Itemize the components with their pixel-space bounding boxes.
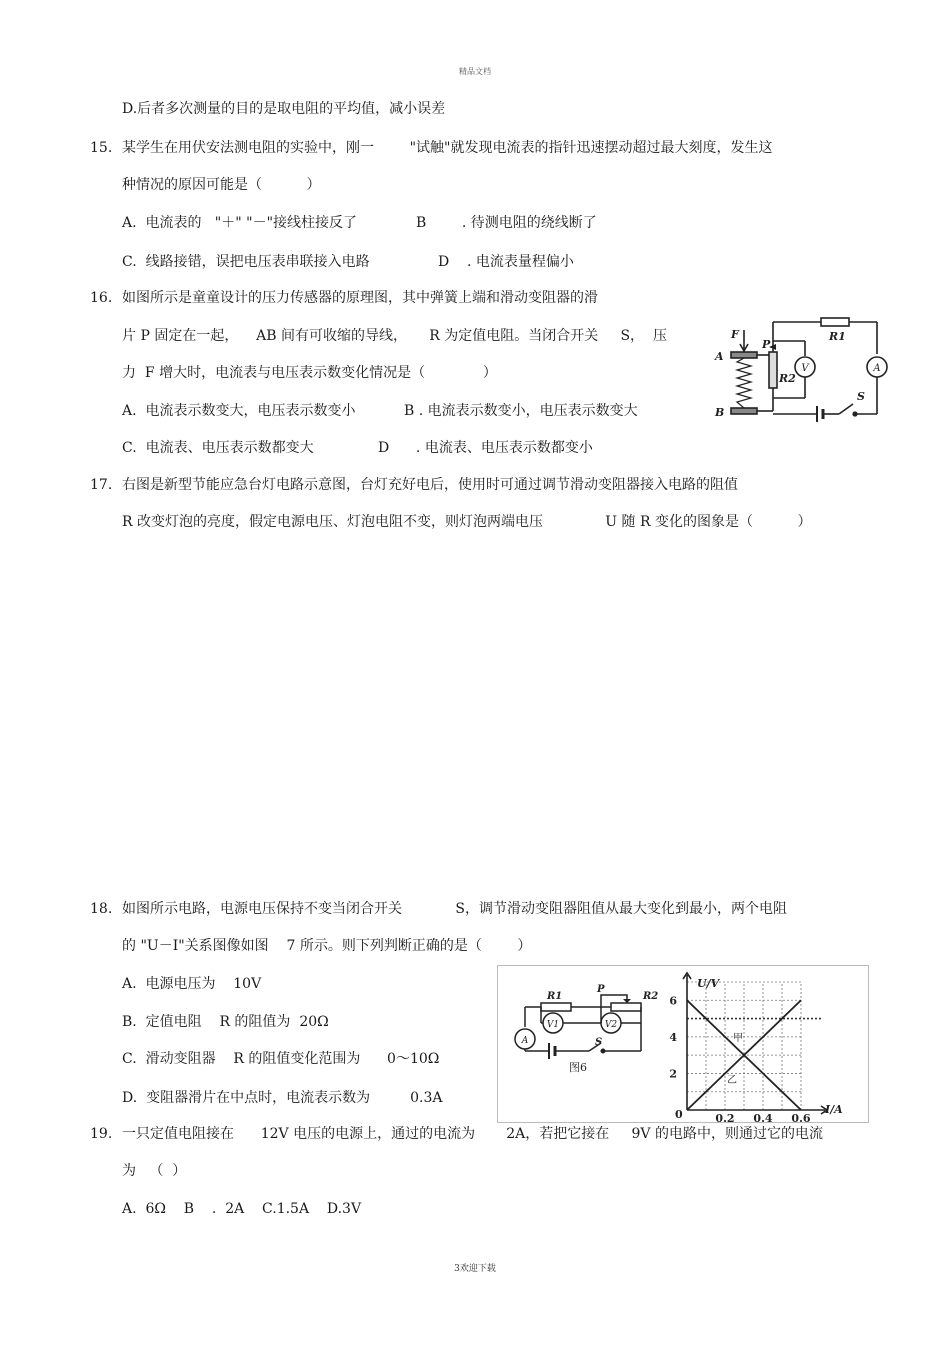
q16-fig-label-r1: R1 [829,330,846,343]
q15-number: 15. [90,140,113,156]
q17-stem-line1: 右图是新型节能应急台灯电路示意图，台灯充好电后，使用时可通过调节滑动变阻器接入电路的阻值 [122,477,738,493]
graph-x-label: I/A [825,1103,843,1116]
graph-origin-label: 0 [675,1108,683,1121]
q16-option-c: C. 电流表、电压表示数都变大 [122,440,314,456]
q16-stem-line3: 力 F 增大时，电流表与电压表示数变化情况是（ ） [122,365,497,381]
q15-stem-line2: 种情况的原因可能是（ ） [122,177,321,193]
q17-stem-line2: R 改变灯泡的亮度，假定电源电压、灯泡电阻不变，则灯泡两端电压 U 随 R 变化的图象是（ ） [122,514,812,530]
q19-options: A. 6Ω B . 2A C.1.5A D.3V [122,1201,362,1217]
q18-circuit-v2: V2 [604,1020,618,1030]
q18-circuit-ammeter: A [521,1036,529,1046]
q18-number: 18. [90,901,113,917]
q18-figure [497,965,869,1123]
q16-fig-label-p: P [762,338,771,351]
q16-stem-line2: 片 P 固定在一起， AB 间有可收缩的导线， R 为定值电阻。当闭合开关 S， 压 [122,328,667,344]
q15-option-c: C. 线路接错，误把电压表串联接入电路 [122,254,370,270]
q18-stem-line2: 的 "U－I"关系图像如图 7 所示。则下列判断正确的是（ ） [122,938,532,954]
q18-circuit-label-p: P [597,984,605,995]
q15-stem-line1: 某学生在用伏安法测电阻的实验中，刚一 "试触"就发现电流表的指针迅速摆动超过最大刻度，发生这 [122,140,773,156]
graph-y-tick-label: 4 [669,1030,677,1044]
q18-option-c: C. 滑动变阻器 R 的阻值变化范围为 0～10Ω [122,1051,440,1067]
q16-fig-label-f: F [731,328,739,341]
page-header: 精品文档 [459,67,491,76]
q15-option-b: B . 待测电阻的绕线断了 [416,215,597,231]
q18-option-b: B. 定值电阻 R 的阻值为 20Ω [122,1014,329,1030]
pressure-sensor-circuit-figure [713,316,889,428]
graph-x-tick-label: 0.2 [715,1112,735,1123]
graph-y-tick-label: 2 [669,1067,677,1081]
q17-number: 17. [90,477,113,493]
q18-option-d: D. 变阻器滑片在中点时，电流表示数为 0.3A [122,1090,443,1106]
q16-fig-label-b: B [715,406,725,419]
q18-circuit-label-r1: R1 [547,991,563,1002]
q16-fig-label-r2: R2 [779,372,796,385]
q16-option-d: D . 电流表、电压表示数都变小 [378,440,593,456]
q16-fig-label-s: S [857,390,865,403]
graph-y-label: U/V [697,977,720,990]
q18-circuit-v1: V1 [546,1020,560,1030]
q18-circuit-label-r2: R2 [643,991,659,1002]
q19-number: 19. [90,1126,113,1142]
q14-option-d: D.后者多次测量的目的是取电阻的平均值，减小误差 [122,101,446,117]
q16-fig-label-a: A [715,350,724,363]
graph-x-tick-label: 0.6 [791,1112,811,1123]
q16-number: 16. [90,290,113,306]
graph-x-tick-label: 0.4 [753,1112,773,1123]
q19-stem-line2: 为 （ ） [122,1163,187,1179]
page-footer: 3欢迎下载 [454,1264,496,1274]
q16-stem-line1: 如图所示是童童设计的压力传感器的原理图，其中弹簧上端和滑动变阻器的滑 [122,290,598,306]
q16-fig-ammeter: A [873,363,881,374]
graph-line-yi-label: 乙 [727,1075,737,1086]
q15-option-d: D . 电流表量程偏小 [438,254,574,270]
q18-option-a: A. 电源电压为 10V [122,976,262,992]
q16-option-a: A. 电流表示数变大，电压表示数变小 [122,403,356,419]
q18-stem-line1: 如图所示电路，电源电压保持不变当闭合开关 S，调节滑动变阻器阻值从最大变化到最小，两个电阻 [122,901,787,917]
q18-circuit-caption: 图6 [569,1061,587,1074]
q16-option-b: B . 电流表示数变小，电压表示数变大 [404,403,638,419]
q19-stem-line1: 一只定值电阻接在 12V 电压的电源上，通过的电流为 2A，若把它接在 9V 的电路中，则通过它的电流 [122,1126,823,1142]
graph-line-jia-label: 甲 [733,1033,743,1044]
q16-fig-voltmeter: V [801,363,809,374]
q15-option-a: A. 电流表的 "＋" "－"接线柱接反了 [122,215,358,231]
graph-y-tick-label: 6 [669,994,677,1008]
q18-circuit-label-s: S [595,1037,603,1048]
